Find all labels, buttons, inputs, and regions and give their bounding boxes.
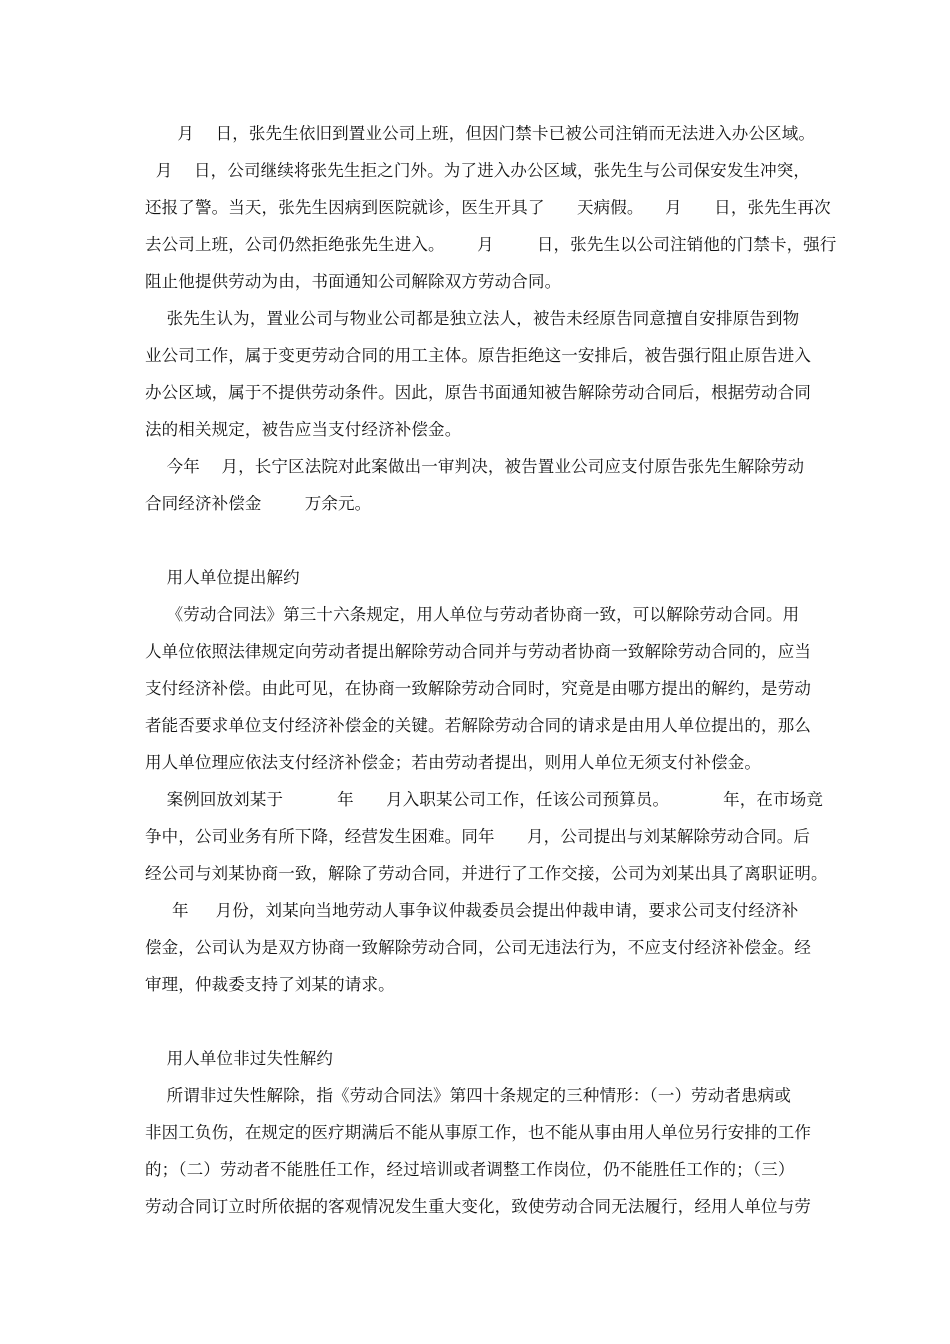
section-heading: 用人单位非过失性解约 — [145, 1049, 334, 1068]
text-line: 争中，公司业务有所下降，经营发生困难。同年 月，公司提出与刘某解除劳动合同。后 — [145, 827, 811, 846]
text-line: 张先生认为，置业公司与物业公司都是独立法人，被告未经原告同意擅自安排原告到物 — [145, 309, 800, 328]
text-line: 用人单位理应依法支付经济补偿金；若由劳动者提出，则用人单位无须支付补偿金。 — [145, 753, 762, 772]
text-line: 所谓非过失性解除，指《劳动合同法》第四十条规定的三种情形：（一）劳动者患病或 — [145, 1086, 792, 1105]
text-line: 业公司工作，属于变更劳动合同的用工主体。原告拒绝这一安排后，被告强行阻止原告进入 — [145, 346, 811, 365]
text-line: 支付经济补偿。由此可见，在协商一致解除劳动合同时，究竟是由哪方提出的解约，是劳动 — [145, 679, 811, 698]
text-line: 法的相关规定，被告应当支付经济补偿金。 — [145, 420, 462, 439]
text-line: 的；（二）劳动者不能胜任工作，经过培训或者调整工作岗位，仍不能胜任工作的；（三） — [145, 1160, 795, 1179]
text-line: 今年 月，长宁区法院对此案做出一审判决，被告置业公司应支付原告张先生解除劳动 — [145, 457, 805, 476]
text-line: 月 日，张先生依旧到置业公司上班，但因门禁卡已被公司注销而无法进入办公区域。 — [145, 124, 815, 143]
text-line: 办公区域，属于不提供劳动条件。因此，原告书面通知被告解除劳动合同后，根据劳动合同 — [145, 383, 811, 402]
text-line: 劳动合同订立时所依据的客观情况发生重大变化，致使劳动合同无法履行，经用人单位与劳 — [145, 1197, 811, 1216]
text-line: 案例回放刘某于 年 月入职某公司工作，任该公司预算员。 年，在市场竞 — [145, 790, 823, 809]
text-line: 合同经济补偿金 万余元。 — [145, 494, 372, 513]
section-heading: 用人单位提出解约 — [145, 568, 300, 587]
text-line: 《劳动合同法》第三十六条规定，用人单位与劳动者协商一致，可以解除劳动合同。用 — [145, 605, 800, 624]
text-line: 还报了警。当天，张先生因病到医院就诊，医生开具了 天病假。 月 日，张先生再次 — [145, 198, 831, 217]
text-line: 年 月份，刘某向当地劳动人事争议仲裁委员会提出仲裁申请，要求公司支付经济补 — [145, 901, 799, 920]
text-line: 者能否要求单位支付经济补偿金的关键。若解除劳动合同的请求是由用人单位提出的，那么 — [145, 716, 811, 735]
text-line: 去公司上班，公司仍然拒绝张先生进入。 月 日，张先生以公司注销他的门禁卡，强行 — [145, 235, 837, 254]
text-line: 非因工负伤，在规定的医疗期满后不能从事原工作，也不能从事由用人单位另行安排的工作 — [145, 1123, 811, 1142]
text-line: 审理，仲裁委支持了刘某的请求。 — [145, 975, 395, 994]
text-line: 经公司与刘某协商一致，解除了劳动合同，并进行了工作交接，公司为刘某出具了离职证明。 — [145, 864, 828, 883]
text-line: 人单位依照法律规定向劳动者提出解除劳动合同并与劳动者协商一致解除劳动合同的，应当 — [145, 642, 811, 661]
text-line: 阻止他提供劳动为由，书面通知公司解除双方劳动合同。 — [145, 272, 562, 291]
text-line: 偿金，公司认为是双方协商一致解除劳动合同，公司无违法行为，不应支付经济补偿金。经 — [145, 938, 811, 957]
text-line: 月 日，公司继续将张先生拒之门外。为了进入办公区域，张先生与公司保安发生冲突， — [145, 161, 811, 180]
